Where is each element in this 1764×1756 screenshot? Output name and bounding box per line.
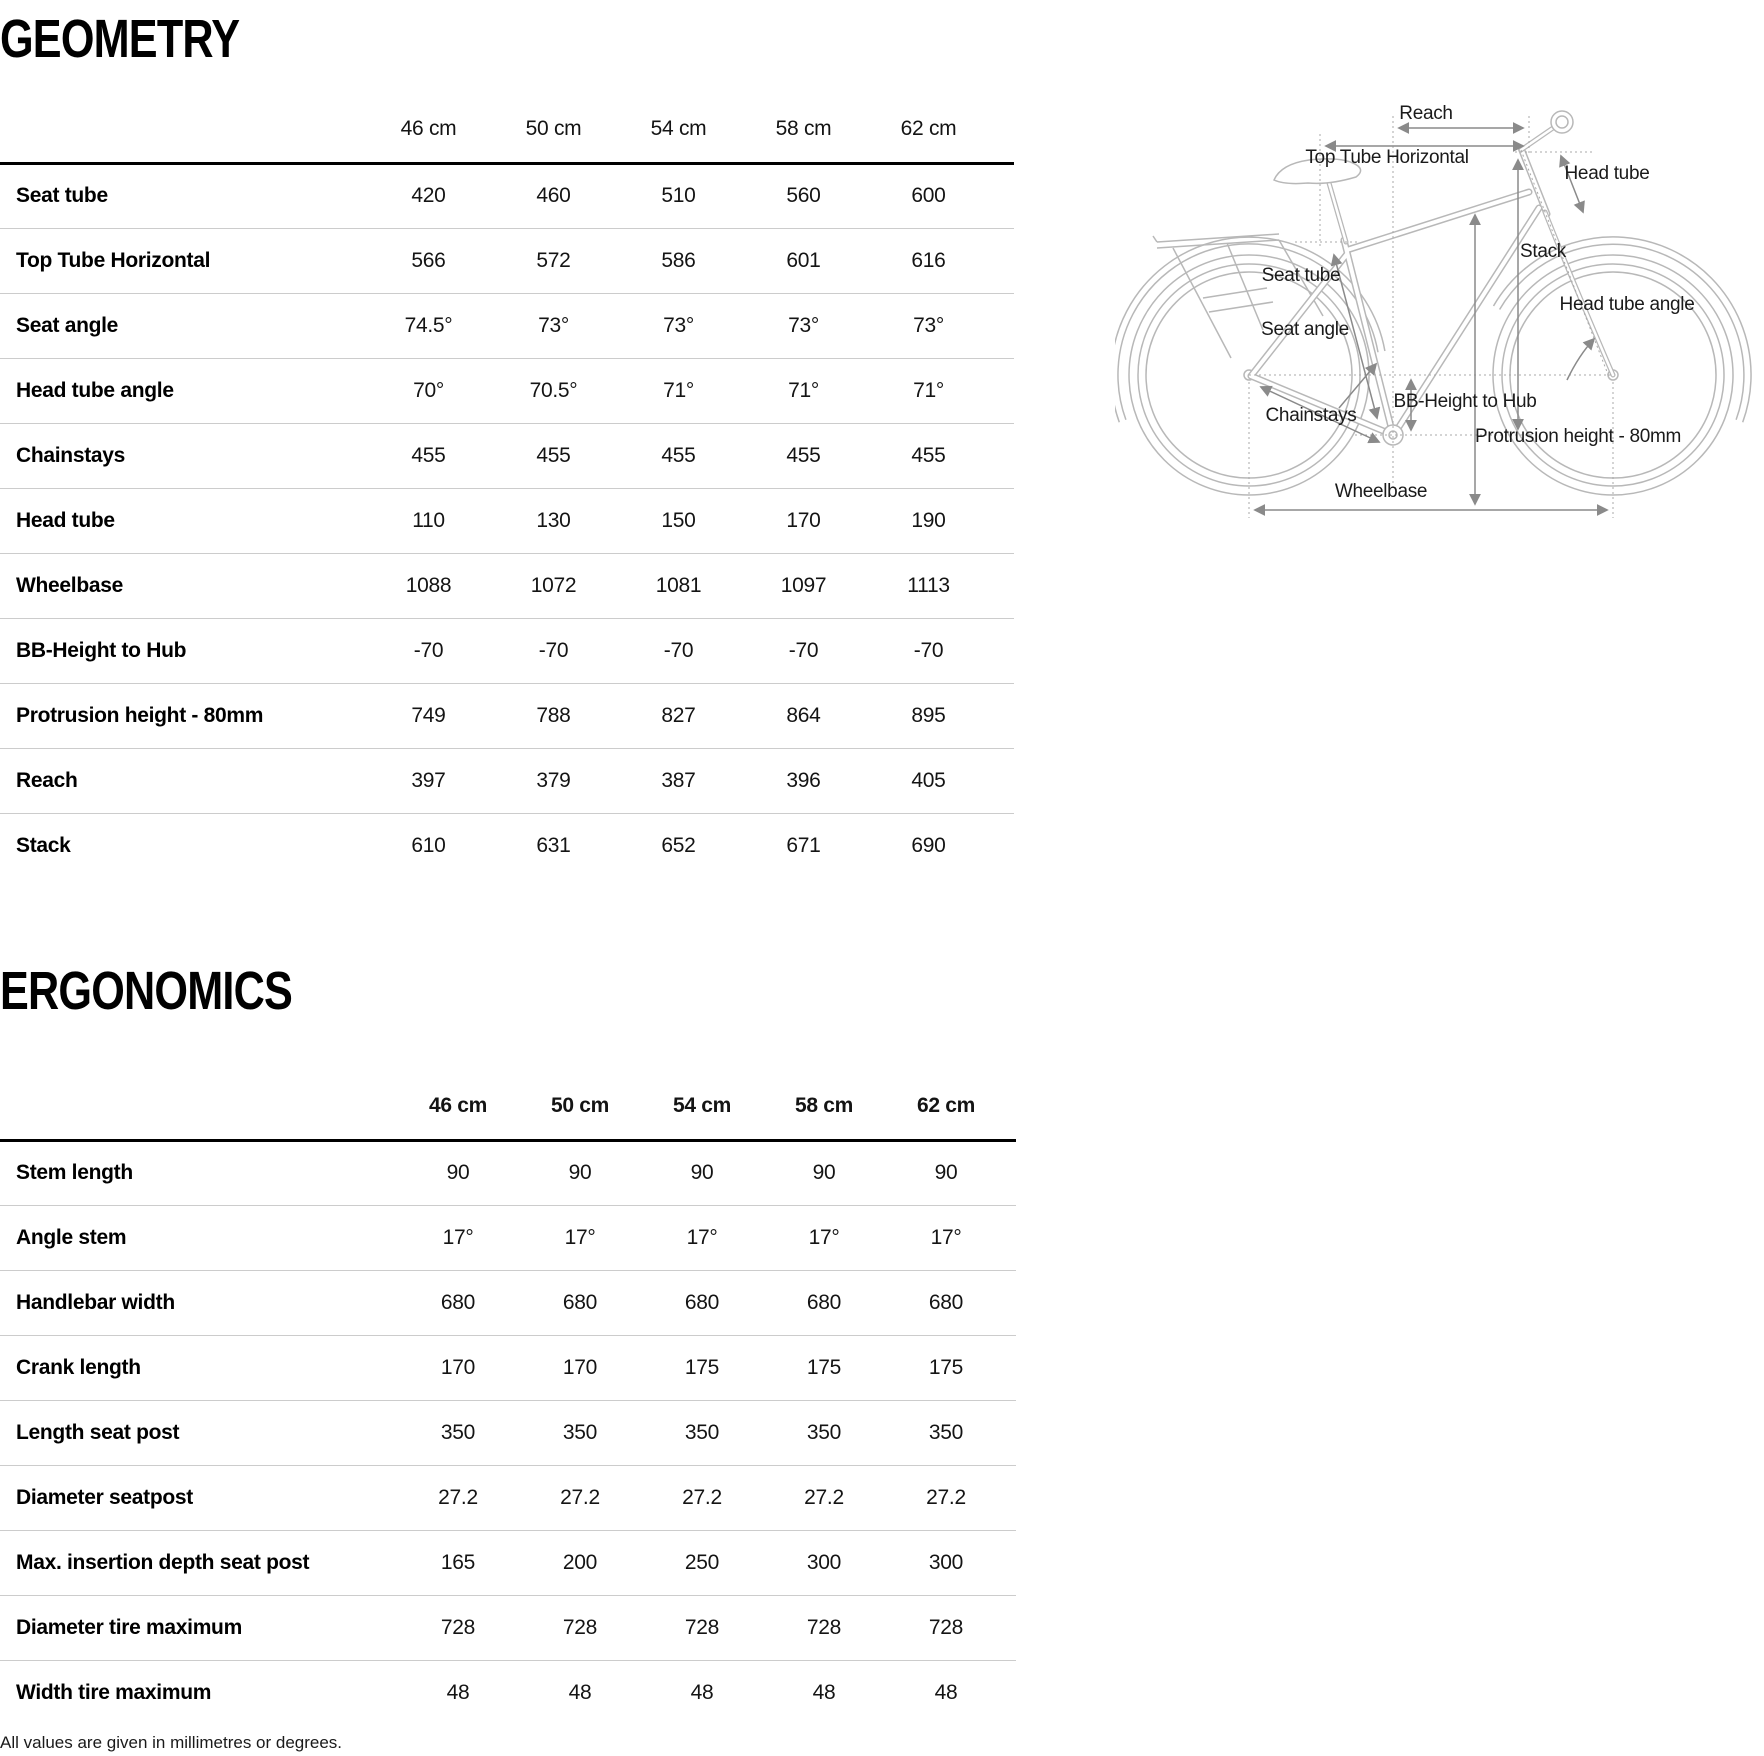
cell-value: 27.2 [438,1485,478,1509]
spacer-cell [991,97,1014,163]
row-label: Crank length [16,1355,141,1379]
table-row [0,1465,1016,1530]
cell-value: 397 [411,768,446,792]
cell-value: -70 [913,638,944,662]
spacer-cell [991,423,1014,488]
cell-value: 27.2 [682,1485,722,1509]
row-label: BB-Height to Hub [16,638,187,662]
cell-value: 300 [928,1550,964,1574]
row-label: Stack [16,833,71,857]
cell-value: 73° [663,313,694,337]
spacer-cell [991,358,1014,423]
cell-value: 250 [684,1550,720,1574]
spacer-cell [991,228,1014,293]
size-column-header: 62 cm [916,1094,976,1118]
cell-value: 680 [440,1290,476,1314]
cell-value: 73° [913,313,944,337]
spacer-cell [1007,1595,1016,1660]
cell-value: 17° [930,1225,962,1249]
table-row [0,488,1014,553]
row-label: Reach [16,768,78,792]
table-row [0,358,1014,423]
ergonomics-table [0,1074,1016,1725]
ergonomics-section-title: ERGONOMICS [0,961,293,1021]
diagram-label-bb-height: BB-Height to Hub [1393,391,1537,412]
cell-value: 70.5° [529,378,578,402]
cell-value: 864 [786,703,821,727]
cell-value: 680 [928,1290,964,1314]
cell-value: 71° [788,378,819,402]
cell-value: 455 [536,443,571,467]
table-row [0,1530,1016,1595]
cell-value: 90 [690,1161,714,1184]
cell-value: 610 [411,833,446,857]
cell-value: 90 [934,1161,958,1184]
cell-value: 680 [562,1290,598,1314]
table-row [0,618,1014,683]
cell-value: 510 [661,184,696,207]
size-column-header: 50 cm [525,117,582,141]
spacer-cell [1007,1074,1016,1140]
table-row [0,683,1014,748]
row-label: Chainstays [16,443,126,467]
diagram-label-top-tube: Top Tube Horizontal [1305,147,1469,168]
diagram-label-head-tube-angle: Head tube angle [1559,294,1695,315]
cell-value: 71° [913,378,944,402]
spacer-cell [991,488,1014,553]
spacer-cell [991,293,1014,358]
cell-value: 200 [562,1550,598,1574]
spacer-cell [991,553,1014,618]
table-row [0,1660,1016,1725]
cell-value: 73° [538,313,569,337]
cell-value: 749 [411,703,446,727]
spacer-cell [991,813,1014,878]
cell-value: 48 [812,1680,836,1704]
row-label: Stem length [16,1161,133,1184]
cell-value: 379 [536,768,571,792]
cell-value: 70° [413,378,444,402]
table-row [0,1140,1016,1205]
cell-value: 572 [536,248,571,272]
table-row [0,813,1014,878]
cell-value: 680 [806,1290,842,1314]
cell-value: 680 [684,1290,720,1314]
diagram-label-head-tube: Head tube [1564,163,1650,184]
cell-value: -70 [663,638,694,662]
cell-value: 631 [536,833,571,857]
cell-value: 165 [440,1550,476,1574]
cell-value: 616 [911,248,946,272]
units-footnote: All values are given in millimetres or degrees. [0,1733,343,1752]
spacer-cell [1007,1400,1016,1465]
corner-cell [0,97,366,163]
cell-value: 130 [536,508,571,532]
bike-geometry-diagram [1115,90,1764,530]
diagram-label-chainstays: Chainstays [1265,405,1357,426]
cell-value: 1097 [780,573,827,597]
cell-value: 300 [806,1550,842,1574]
diagram-label-wheelbase: Wheelbase [1334,481,1428,502]
cell-value: 175 [928,1355,964,1379]
size-column-header: 46 cm [400,117,457,141]
cell-value: 27.2 [560,1485,600,1509]
cell-value: 27.2 [804,1485,844,1509]
size-column-header: 62 cm [900,117,957,141]
table-row [0,553,1014,618]
cell-value: 350 [562,1420,598,1444]
cell-value: 48 [934,1680,958,1704]
table-row [0,748,1014,813]
cell-value: 190 [911,508,946,532]
cell-value: 455 [786,443,821,467]
cell-value: 728 [684,1615,720,1639]
cell-value: 1113 [907,573,950,597]
cell-value: 110 [412,508,445,532]
cell-value: 671 [786,833,821,857]
row-label: Wheelbase [16,573,124,597]
table-row [0,228,1014,293]
cell-value: 690 [911,833,946,857]
spacer-cell [1007,1335,1016,1400]
cell-value: 350 [928,1420,964,1444]
cell-value: 175 [684,1355,720,1379]
cell-value: 175 [806,1355,842,1379]
cell-value: 420 [411,184,446,207]
table-row [0,1335,1016,1400]
row-label: Head tube [16,508,115,532]
cell-value: -70 [413,638,444,662]
cell-value: 455 [661,443,696,467]
spacer-cell [1007,1205,1016,1270]
cell-value: 1088 [405,573,452,597]
spacer-cell [991,163,1014,228]
cell-value: -70 [788,638,819,662]
spacer-cell [1007,1660,1016,1725]
cell-value: 788 [536,703,571,727]
corner-cell [0,1074,397,1140]
size-column-header: 50 cm [550,1094,610,1118]
spacer-cell [1007,1465,1016,1530]
cell-value: 350 [806,1420,842,1444]
diagram-label-protrusion: Protrusion height - 80mm [1474,426,1682,447]
table-row [0,423,1014,488]
cell-value: 90 [568,1161,592,1184]
row-label: Diameter seatpost [16,1485,193,1509]
diagram-label-seat-tube: Seat tube [1261,265,1341,286]
cell-value: 90 [812,1161,836,1184]
table-row [0,1205,1016,1270]
row-label: Handlebar width [16,1290,175,1314]
cell-value: 455 [911,443,946,467]
cell-value: 455 [411,443,446,467]
cell-value: 90 [446,1161,470,1184]
size-column-header: 58 cm [775,117,832,141]
row-label: Top Tube Horizontal [16,248,211,272]
spacer-cell [1007,1140,1016,1205]
size-column-header: 46 cm [428,1094,488,1118]
cell-value: 1081 [655,573,702,597]
spacer-cell [1007,1270,1016,1335]
spacer-cell [991,683,1014,748]
cell-value: 827 [661,703,696,727]
geometry-section-title: GEOMETRY [0,9,240,69]
cell-value: 350 [440,1420,476,1444]
row-label: Max. insertion depth seat post [16,1550,310,1574]
cell-value: 1072 [530,573,577,597]
cell-value: 73° [788,313,819,337]
cell-value: 586 [661,248,696,272]
cell-value: 396 [786,768,821,792]
spacer-cell [991,618,1014,683]
cell-value: 17° [686,1225,718,1249]
cell-value: 170 [786,508,821,532]
cell-value: 48 [690,1680,714,1704]
spacer-cell [991,748,1014,813]
table-row [0,1400,1016,1465]
cell-value: 652 [661,833,696,857]
diagram-label-seat-angle: Seat angle [1261,319,1349,340]
geometry-table [0,97,1014,878]
cell-value: 150 [661,508,696,532]
cell-value: 560 [786,184,821,207]
diagram-label-reach: Reach [1399,103,1453,124]
table-row [0,1270,1016,1335]
cell-value: 728 [562,1615,598,1639]
size-column-header: 58 cm [794,1094,854,1118]
cell-value: 895 [911,703,946,727]
size-column-header: 54 cm [650,117,707,141]
spacer-cell [1007,1530,1016,1595]
cell-value: 350 [684,1420,720,1444]
row-label: Head tube angle [16,378,174,402]
cell-value: 460 [536,184,571,207]
cell-value: 728 [440,1615,476,1639]
row-label: Length seat post [16,1420,180,1444]
cell-value: 405 [911,768,946,792]
table-row [0,163,1014,228]
table-row [0,1595,1016,1660]
table-row [0,293,1014,358]
row-label: Seat tube [16,184,108,207]
cell-value: 170 [562,1355,598,1379]
cell-value: 48 [568,1680,592,1704]
cell-value: 48 [446,1680,470,1704]
cell-value: 600 [911,184,946,207]
cell-value: 728 [928,1615,964,1639]
cell-value: 17° [564,1225,596,1249]
row-label: Width tire maximum [16,1680,212,1704]
cell-value: 728 [806,1615,842,1639]
cell-value: 17° [808,1225,840,1249]
row-label: Protrusion height - 80mm [16,703,264,727]
row-label: Seat angle [16,313,119,337]
cell-value: 71° [663,378,694,402]
size-column-header: 54 cm [672,1094,732,1118]
cell-value: -70 [538,638,569,662]
cell-value: 74.5° [404,313,453,337]
cell-value: 566 [411,248,446,272]
row-label: Diameter tire maximum [16,1615,242,1639]
cell-value: 601 [786,248,821,272]
cell-value: 17° [442,1225,474,1249]
cell-value: 27.2 [926,1485,966,1509]
row-label: Angle stem [16,1225,127,1249]
cell-value: 387 [661,768,696,792]
diagram-label-stack: Stack [1519,241,1567,262]
cell-value: 170 [440,1355,476,1379]
